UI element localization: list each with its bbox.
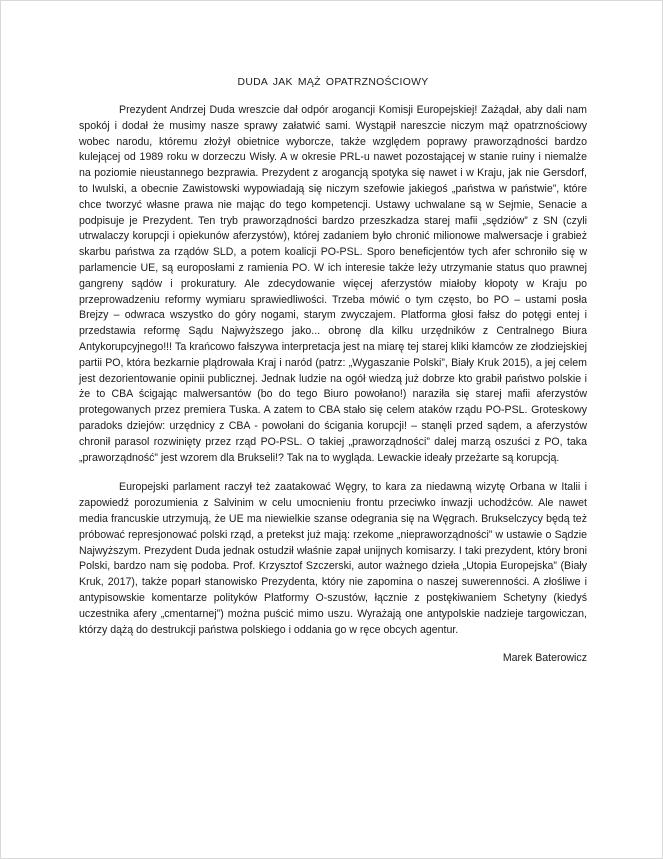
article-paragraph-1: Prezydent Andrzej Duda wreszcie dał odpór arogancji Komisji Europejskiej! Zażądał, aby dali nam spokój i dodał że musimy nasze sprawy załatwić sami. Wystąpił nareszcie niczym mąż opatrznościowy wobec narodu, któremu złożył obietnice wyborcze, także względem poprawy praworządności bardzo kulejącej od 1989 roku w dorzeczu Wisły. A w okresie PRL-u nawet pozostającej w stanie ruiny i niemalże na poziomie nieustannego bezprawia. Prezydent z arogancją spotyka się nawet i w Kraju, jak nie Gersdorf, to Iwulski, a obecnie Zawistowski wypowiadają się niczym szefowie jakiegoś „państwa w państwie”, które chce tworzyć własne prawa nie mając do tego kompetencji. Ustawy uchwalane są w Sejmie, Senacie a podpisuje je Prezydent. Ten tryb praworządności bardzo przeszkadza starej mafii „sędziów” z SN (czyli utrwalaczy korupcji i opiekunów aferzystów), której zadaniem było chronić milionowe malwersacje i grabież skarbu państwa za rządów SLD, a potem koalicji PO-PSL. Sporo beneficjentów tych afer schroniło się w parlamencie UE, są europosłami z ramienia PO. W ich interesie także leży utrzymanie status quo prawnej gangreny sądów i prokuratury. Ale zdecydowanie więcej aferzystów miałoby kłopoty w Kraju po przeprowadzeniu reformy wymiaru sprawiedliwości. Trzeba mówić o tym często, bo PO – ustami posła Brejzy – odwraca wszystko do góry nogami, starym zwyczajem. Platforma głosi fałsz do potęgi entej i przedstawia reformę Sądu Najwyższego jako... obronę dla kilku urzędników z Centralnego Biura Antykorupcyjnego!!! Ta krańcowo fałszywa interpretacja jest na miarę tej starej kliki kłamców ze złodziejskiej partii PO, która bezkarnie plądrowała Kraj i naród (patrz: „Wygaszanie Polski”, Biały Kruk 2015), a jej celem jest dezorientowanie opinii publicznej. Jednak ludzie na ogół wiedzą już dobrze kto grabił państwo polskie i że to CBA ścigając malwersantów (bo do tego Biuro powołano!) naraziła się starej mafii aferzystów protegowanych przez premiera Tuska. A zatem to CBA stało się celem ataków rządu PO-PSL. Groteskowy paradoks dziejów: urzędnicy z CBA - powołani do ścigania korupcji! – stanęli przed sądem, a aferzystów chronił parasol rozwinięty przez rząd PO-PSL. O takiej „praworządności” dalej marzą oszuści z PO, taka „praworządność” jest wzorem dla Brukseli!? Tak na to wygląda. Lewackie ideały przeżarte są korupcją. (79, 104, 587, 464)
article (79, 77, 587, 664)
article-paragraph-2: Europejski parlament raczył też zaatakować Węgry, to kara za niedawną wizytę Orbana w Italii i zapowiedź porozumienia z Salvinim w celu umocnieniu frontu przeciwko inwazji uchodźców. Ale nawet media francuskie utrzymują, że UE ma niewielkie szanse odegrania się na Węgrach. Brukselczycy będą też próbować represjonować polski rząd, a pretekst już mają: rzekome „niepraworządności” w ustawie o Sądzie Najwyższym. Prezydent Duda jednak ostudził właśnie zapał unijnych komisarzy. I taki prezydent, który broni Polski, bardzo nam się podoba. Prof. Krzysztof Szczerski, autor ważnego dzieła „Utopia Europejska” (Biały Kruk, 2017), także poparł stanowisko Prezydenta, który nie zapomina o naszej suwerenności. A złośliwe i antypisowskie komentarze polityków Platformy O-szustów, łącznie z postękiwaniem Schetyny (kiedyś uczestnika afery „cmentarnej”) można puścić mimo uszu. Wyrażają one antypolskie nadzieje targowiczan, którzy dążą do destrukcji państwa polskiego i oddania go w ręce obcych agentur. (79, 481, 587, 636)
article-title: DUDA JAK MĄŻ OPATRZNOŚCIOWY (237, 77, 429, 88)
article-author: Marek Baterowicz (502, 652, 587, 665)
